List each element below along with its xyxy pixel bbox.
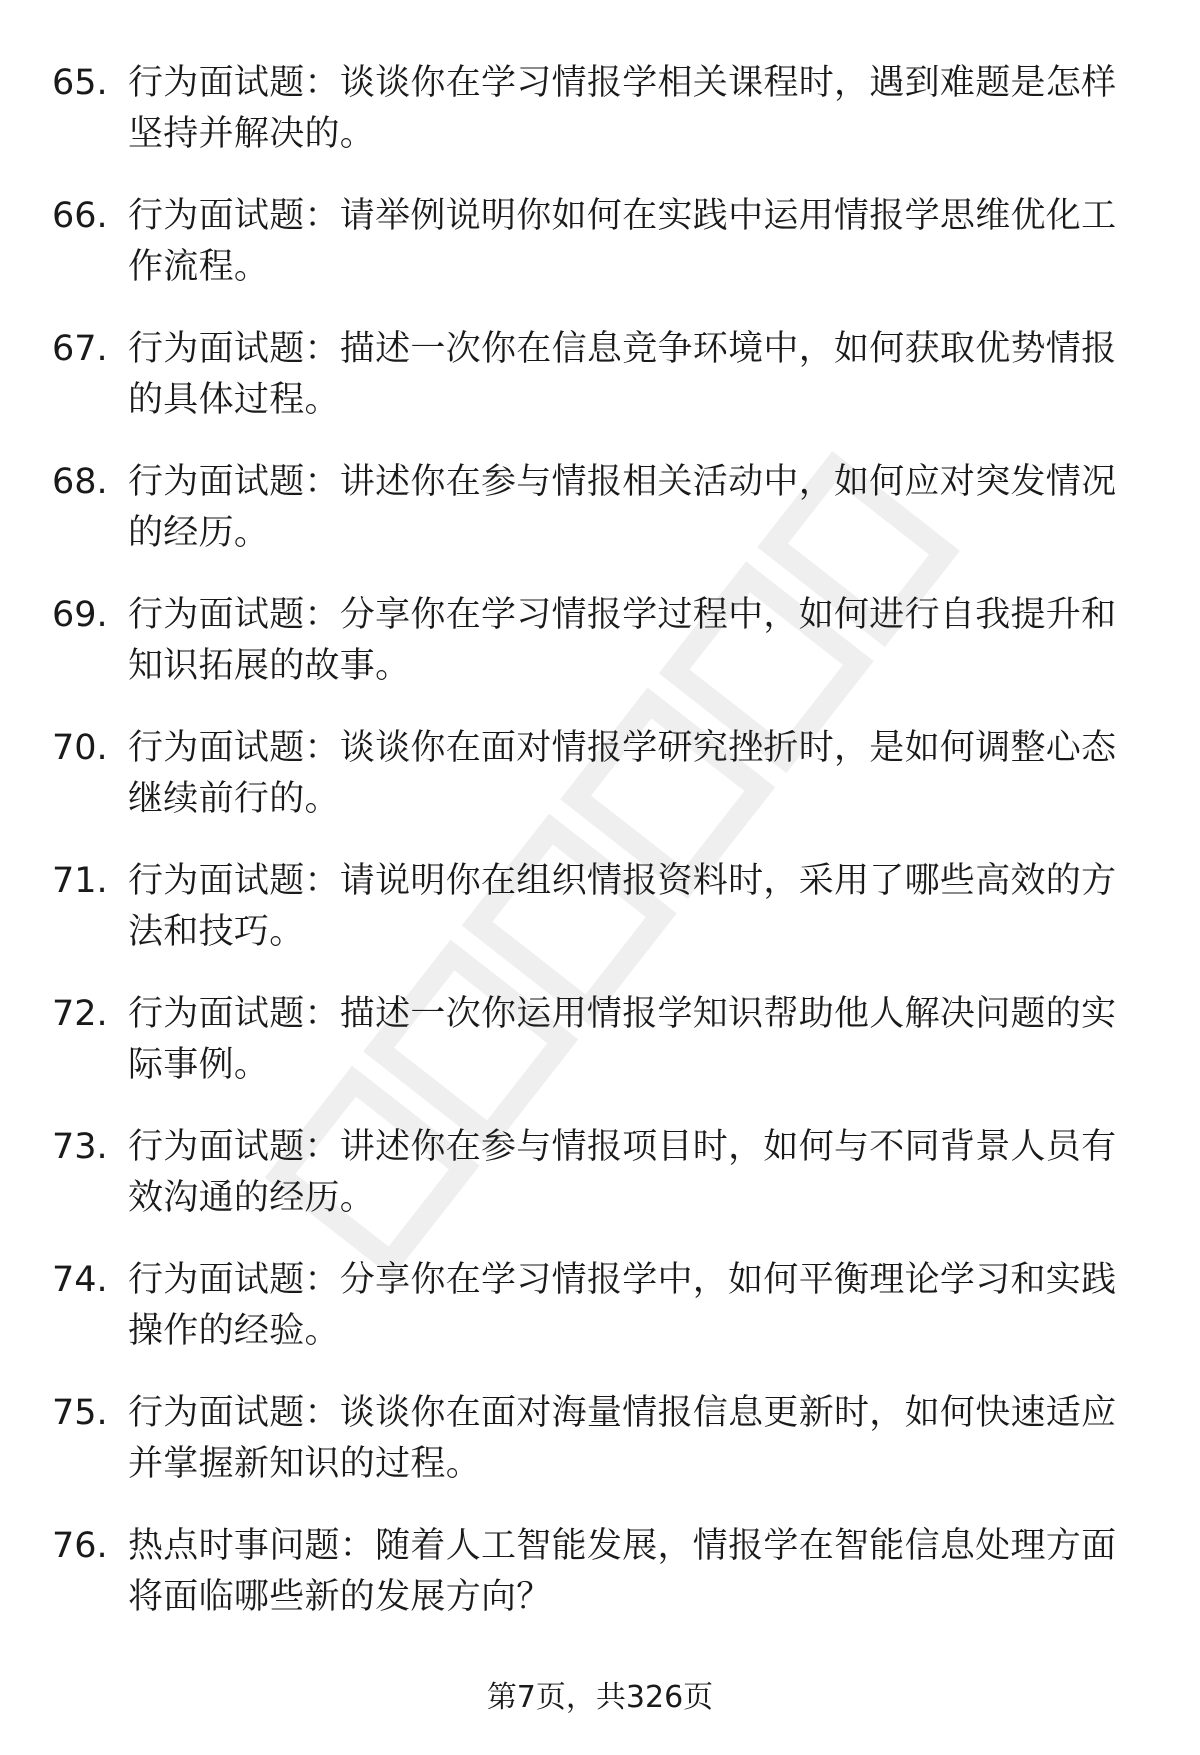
question-text: 行为面试题：分享你在学习情报学过程中，如何进行自我提升和知识拓展的故事。 [128, 595, 1117, 686]
question-text: 行为面试题：谈谈你在面对海量情报信息更新时，如何快速适应并掌握新知识的过程。 [128, 1393, 1117, 1484]
question-text: 行为面试题：请举例说明你如何在实践中运用情报学思维优化工作流程。 [128, 196, 1117, 287]
question-number: 76. [52, 1526, 108, 1566]
question-list [52, 58, 1142, 1654]
list-item [52, 723, 1142, 823]
list-item [52, 1122, 1142, 1222]
question-number: 72. [52, 994, 108, 1034]
question-number: 65. [52, 63, 108, 103]
question-text: 行为面试题：讲述你在参与情报相关活动中，如何应对突发情况的经历。 [128, 462, 1117, 553]
list-item [52, 58, 1142, 158]
question-text: 热点时事问题：随着人工智能发展，情报学在智能信息处理方面将面临哪些新的发展方向？ [128, 1526, 1117, 1617]
list-item [52, 324, 1142, 424]
list-item [52, 590, 1142, 690]
question-number: 69. [52, 595, 108, 635]
list-item [52, 457, 1142, 557]
list-item [52, 1255, 1142, 1355]
question-text: 行为面试题：谈谈你在学习情报学相关课程时，遇到难题是怎样坚持并解决的。 [128, 63, 1117, 154]
question-number: 68. [52, 462, 108, 502]
list-item [52, 1388, 1142, 1488]
list-item [52, 856, 1142, 956]
question-text: 行为面试题：描述一次你运用情报学知识帮助他人解决问题的实际事例。 [128, 994, 1117, 1085]
question-text: 行为面试题：描述一次你在信息竞争环境中，如何获取优势情报的具体过程。 [128, 329, 1117, 420]
question-text: 行为面试题：谈谈你在面对情报学研究挫折时，是如何调整心态继续前行的。 [128, 728, 1117, 819]
question-text: 行为面试题：分享你在学习情报学中，如何平衡理论学习和实践操作的经验。 [128, 1260, 1117, 1351]
question-number: 73. [52, 1127, 108, 1167]
question-number: 67. [52, 329, 108, 369]
question-number: 74. [52, 1260, 108, 1300]
list-item [52, 1521, 1142, 1621]
list-item [52, 989, 1142, 1089]
question-text: 行为面试题：请说明你在组织情报资料时，采用了哪些高效的方法和技巧。 [128, 861, 1117, 952]
question-text: 行为面试题：讲述你在参与情报项目时，如何与不同背景人员有效沟通的经历。 [128, 1127, 1117, 1218]
question-number: 66. [52, 196, 108, 236]
question-number: 71. [52, 861, 108, 901]
question-number: 70. [52, 728, 108, 768]
page-number: 第7页，共326页 [486, 1680, 714, 1715]
list-item [52, 191, 1142, 291]
question-number: 75. [52, 1393, 108, 1433]
